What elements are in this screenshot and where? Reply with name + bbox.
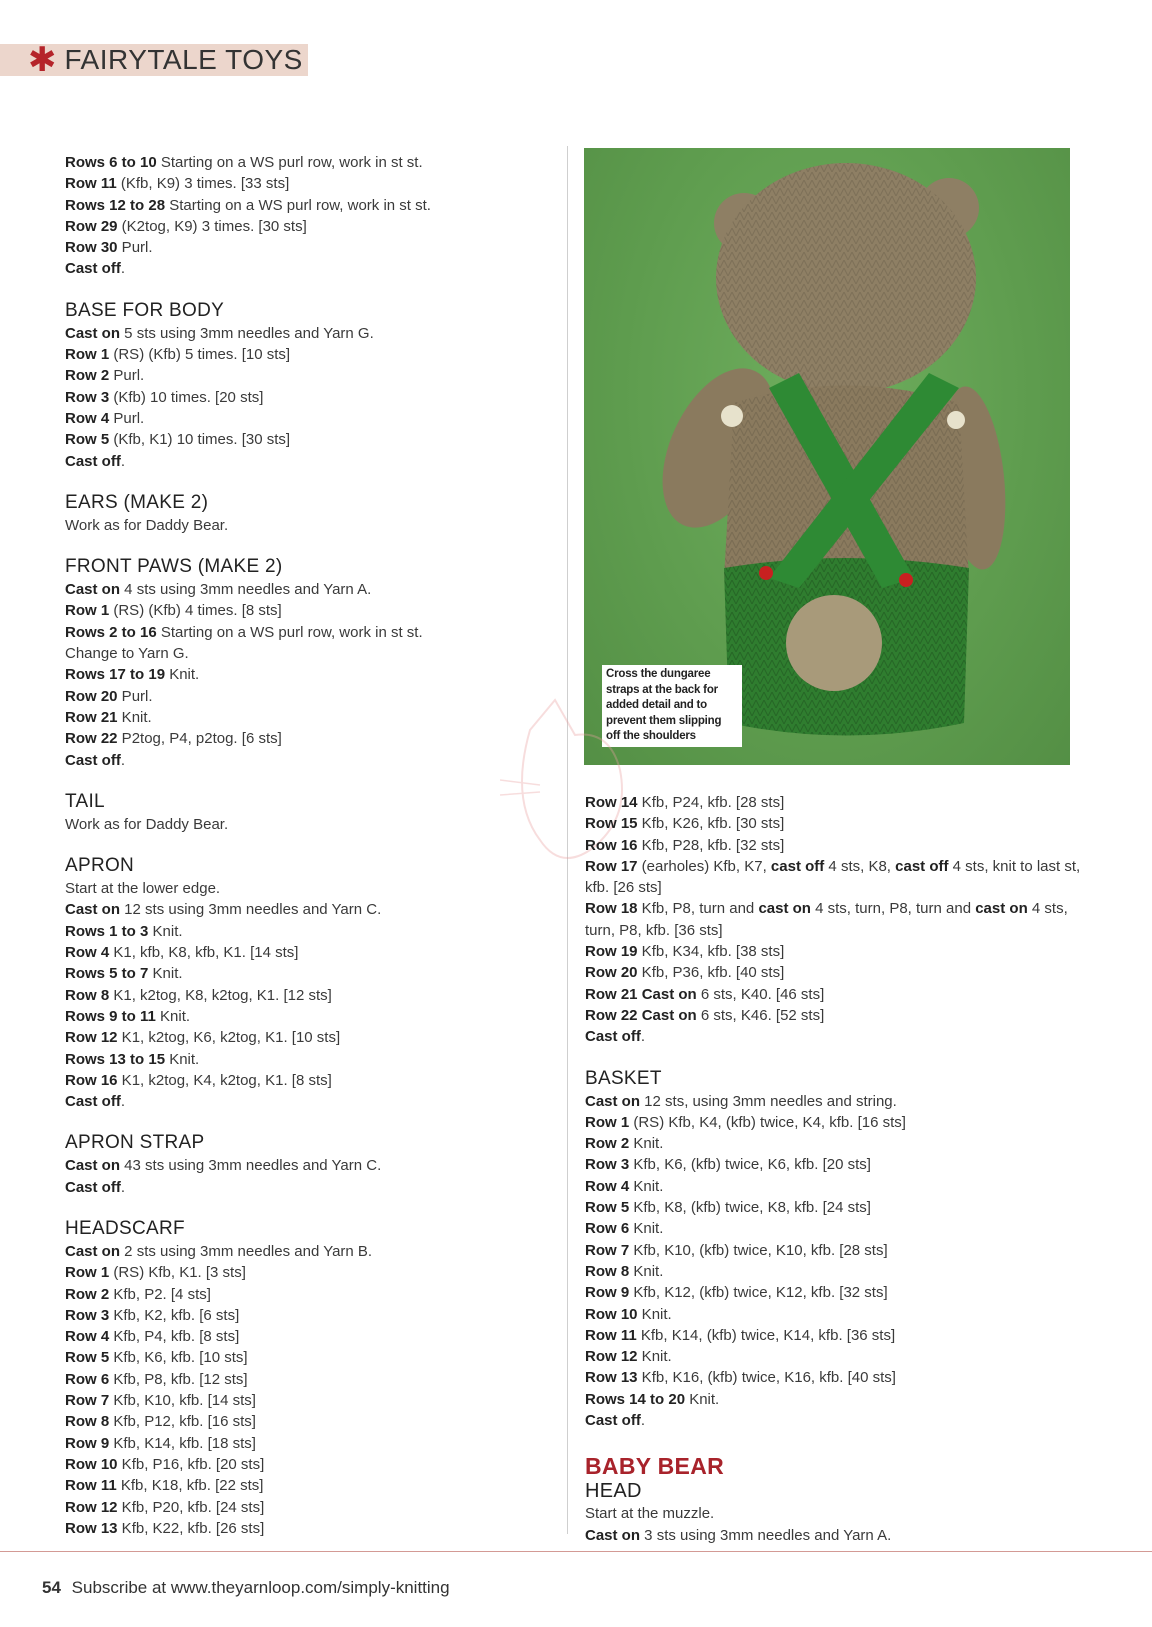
instruction-keyword: Row 14	[585, 794, 638, 811]
instruction-text: Kfb, P4, kfb. [8 sts]	[109, 1328, 240, 1346]
section-title: FAIRYTALE TOYS	[64, 44, 303, 75]
instruction-keyword: Cast off	[65, 1178, 121, 1196]
left-column	[65, 152, 535, 1539]
instruction-text: Knit.	[629, 1135, 664, 1153]
instruction-line	[585, 1091, 1085, 1112]
instruction-text: 6 sts, K46. [52 sts]	[696, 1006, 825, 1024]
instruction-text: Knit.	[629, 1262, 664, 1280]
instruction-text: Kfb, K8, (kfb) twice, K8, kfb. [24 sts]	[629, 1199, 871, 1217]
instruction-text: Knit.	[629, 1220, 664, 1238]
instruction-keyword: Row 20	[65, 687, 118, 705]
instruction-line	[585, 813, 1085, 834]
instruction-text: Knit.	[148, 922, 183, 940]
instruction-keyword: Row 8	[65, 1413, 110, 1431]
instruction-line	[585, 941, 1085, 962]
instruction-line	[65, 1326, 535, 1347]
instruction-text: (Kfb) 10 times. [20 sts]	[109, 388, 264, 406]
instruction-line	[65, 237, 535, 258]
instruction-keyword: Row 12	[65, 1029, 118, 1047]
instruction-text: (Kfb, K1) 10 times. [30 sts]	[109, 431, 291, 449]
instruction-line	[585, 1240, 1085, 1261]
instruction-text: Starting on a WS purl row, work in st st.	[156, 623, 423, 641]
instruction-line	[585, 1112, 1085, 1133]
instruction-text: Kfb, K10, kfb. [14 sts]	[109, 1392, 256, 1410]
instruction-line	[65, 942, 535, 963]
instruction-text: 6 sts, K40. [46 sts]	[696, 985, 825, 1003]
instruction-text: Start at the lower edge.	[65, 880, 221, 898]
instruction-keyword: Cast on	[641, 985, 697, 1003]
pompom-tail	[786, 595, 882, 691]
instruction-text: Knit.	[148, 965, 183, 983]
section-heading: EARS (MAKE 2)	[65, 491, 209, 513]
section-heading: BASKET	[585, 1067, 662, 1089]
instruction-text: Kfb, K18, kfb. [22 sts]	[116, 1477, 264, 1495]
section-heading: HEADSCARF	[65, 1217, 185, 1239]
instruction-keyword: Row 8	[585, 1262, 630, 1280]
instruction-line	[65, 365, 535, 386]
instruction-keyword: Cast on	[585, 1092, 641, 1110]
instruction-keyword: Rows 2 to 16	[65, 623, 157, 641]
instruction-keyword: Row 1	[65, 346, 110, 364]
instruction-line	[585, 1133, 1085, 1154]
instruction-keyword: Row 2	[65, 367, 110, 385]
instruction-keyword: Row 7	[65, 1392, 110, 1410]
instruction-keyword: Row 29	[65, 217, 118, 235]
photo-caption: Cross the dungaree straps at the back for added detail and to prevent them slipping off the shoulders	[602, 665, 742, 747]
instruction-keyword: Rows 13 to 15	[65, 1050, 166, 1068]
instruction-text: (RS) (Kfb) 4 times. [8 sts]	[109, 602, 282, 620]
pattern-section	[65, 854, 535, 1112]
left-button	[721, 405, 743, 427]
instruction-text: .	[120, 260, 126, 278]
instruction-line	[585, 1026, 1085, 1047]
instruction-text: .	[120, 751, 126, 769]
instruction-text: Kfb, K22, kfb. [26 sts]	[117, 1519, 265, 1537]
instruction-keyword: Cast on	[65, 581, 121, 599]
instruction-line	[65, 686, 535, 707]
instruction-line	[65, 728, 535, 749]
instruction-line	[65, 1262, 535, 1283]
instruction-line	[65, 622, 535, 643]
instruction-text: Kfb, P8, turn and	[637, 900, 759, 918]
instruction-keyword: Row 21	[585, 985, 638, 1003]
instruction-text: Purl.	[109, 409, 145, 427]
instruction-text: 4 sts, knit to last st, kfb. [26 sts]	[585, 857, 1081, 897]
instruction-line	[65, 1241, 535, 1262]
instruction-keyword: Row 3	[65, 388, 110, 406]
instruction-line	[65, 600, 535, 621]
instruction-text: 12 sts using 3mm needles and Yarn C.	[120, 901, 382, 919]
instruction-text: Start at the muzzle.	[585, 1505, 715, 1523]
instruction-line	[585, 1154, 1085, 1175]
instruction-line	[65, 1305, 535, 1326]
instruction-line	[65, 878, 535, 899]
instruction-line	[65, 664, 535, 685]
instruction-text: Kfb, P28, kfb. [32 sts]	[637, 836, 785, 854]
instruction-line	[585, 984, 1085, 1005]
instruction-keyword: Cast off	[585, 1028, 641, 1046]
instruction-text: 2 sts using 3mm needles and Yarn B.	[120, 1242, 373, 1260]
instruction-text: Kfb, K34, kfb. [38 sts]	[637, 943, 785, 961]
instruction-text: 12 sts, using 3mm needles and string.	[640, 1092, 897, 1110]
instruction-line	[65, 1049, 535, 1070]
instruction-line	[65, 344, 535, 365]
instruction-line	[585, 1325, 1085, 1346]
pattern-section	[65, 555, 535, 771]
instruction-text: Kfb, P24, kfb. [28 sts]	[637, 794, 785, 811]
red-button-right	[899, 573, 913, 587]
instruction-text: Kfb, P36, kfb. [40 sts]	[637, 964, 785, 982]
instruction-keyword: Row 1	[65, 1264, 110, 1282]
instruction-keyword: Row 5	[585, 1199, 630, 1217]
instruction-line	[65, 1006, 535, 1027]
instruction-text: Kfb, P20, kfb. [24 sts]	[117, 1498, 265, 1516]
instruction-line	[65, 579, 535, 600]
instruction-text: (earholes) Kfb, K7,	[637, 857, 771, 875]
instruction-keyword: Cast off	[585, 1412, 641, 1430]
instruction-text: Knit.	[117, 708, 152, 726]
instruction-keyword: Row 13	[65, 1519, 118, 1537]
instruction-line	[65, 707, 535, 728]
instruction-line	[585, 1304, 1085, 1325]
instruction-text: Purl.	[117, 687, 153, 705]
instruction-line	[585, 1389, 1085, 1410]
page-number: 54	[42, 1578, 61, 1597]
instruction-line	[65, 323, 535, 344]
instruction-text: K1, k2tog, K8, k2tog, K1. [12 sts]	[109, 986, 332, 1004]
instruction-line	[585, 1176, 1085, 1197]
pattern-section	[65, 1217, 535, 1539]
instruction-line	[585, 1282, 1085, 1303]
instruction-keyword: Cast off	[65, 452, 121, 470]
section-heading: APRON STRAP	[65, 1132, 205, 1154]
instruction-keyword: Cast off	[65, 751, 121, 769]
instruction-keyword: Row 16	[585, 836, 638, 854]
instruction-text: Kfb, K6, kfb. [10 sts]	[109, 1349, 248, 1367]
instruction-keyword: Cast off	[65, 1093, 121, 1111]
instruction-line	[65, 1027, 535, 1048]
instruction-keyword: cast off	[770, 857, 825, 875]
instruction-text: 4 sts, K8,	[824, 857, 896, 875]
pattern-section	[65, 1131, 535, 1198]
footer	[42, 1578, 450, 1598]
instruction-text: Purl.	[109, 367, 145, 385]
instruction-line	[585, 1410, 1085, 1431]
red-button-left	[759, 566, 773, 580]
instruction-line	[65, 750, 535, 771]
instruction-keyword: Row 2	[585, 1135, 630, 1153]
instruction-text: Knit.	[165, 666, 200, 684]
instruction-text: Knit.	[637, 1348, 672, 1366]
instruction-text: Kfb, K14, kfb. [18 sts]	[109, 1434, 256, 1452]
instruction-line	[585, 1197, 1085, 1218]
instruction-line	[65, 515, 535, 536]
instruction-text: 4 sts, turn, P8, kfb. [36 sts]	[585, 900, 1068, 939]
instruction-line	[65, 643, 535, 664]
instruction-text: Knit.	[165, 1050, 200, 1068]
instruction-keyword: Cast on	[65, 1242, 121, 1260]
pattern-section	[65, 491, 535, 536]
instruction-text: Change to Yarn G.	[65, 645, 189, 663]
instruction-line	[65, 173, 535, 194]
instruction-line	[65, 408, 535, 429]
instruction-keyword: Row 22	[65, 730, 118, 748]
instruction-line	[65, 195, 535, 216]
instruction-line	[585, 1218, 1085, 1239]
instruction-line	[65, 216, 535, 237]
instruction-keyword: Rows 6 to 10	[65, 154, 157, 171]
instruction-text: Knit.	[629, 1177, 664, 1195]
instruction-line	[65, 1518, 535, 1539]
right-button	[947, 411, 965, 429]
instruction-keyword: Row 4	[65, 1328, 110, 1346]
instruction-line	[65, 451, 535, 472]
instruction-line	[65, 921, 535, 942]
section-heading: APRON	[65, 855, 135, 877]
instruction-line	[585, 1525, 1085, 1546]
instruction-line	[65, 429, 535, 450]
instruction-text: (Kfb, K9) 3 times. [33 sts]	[116, 175, 290, 193]
instruction-text: .	[120, 452, 126, 470]
instruction-text: 5 sts using 3mm needles and Yarn G.	[120, 324, 374, 342]
instruction-line	[65, 1497, 535, 1518]
pattern-section	[65, 299, 535, 472]
instruction-line	[65, 1347, 535, 1368]
instruction-keyword: Cast on	[65, 1157, 121, 1175]
instruction-line	[65, 814, 535, 835]
instruction-text: .	[640, 1028, 646, 1046]
instruction-text: Kfb, P16, kfb. [20 sts]	[117, 1455, 265, 1473]
instruction-keyword: Row 9	[585, 1284, 630, 1302]
instruction-text: (RS) Kfb, K4, (kfb) twice, K4, kfb. [16 sts]	[629, 1113, 906, 1131]
instruction-line	[65, 1433, 535, 1454]
instruction-line	[65, 387, 535, 408]
instruction-keyword: Row 21	[65, 708, 118, 726]
instruction-keyword: Rows 5 to 7	[65, 965, 149, 983]
instruction-keyword: Row 12	[585, 1348, 638, 1366]
instruction-text: Work as for Daddy Bear.	[65, 815, 229, 833]
section-heading: BASE FOR BODY	[65, 299, 225, 321]
instruction-text: 3 sts using 3mm needles and Yarn A.	[640, 1526, 892, 1544]
instruction-keyword: Row 30	[65, 239, 118, 257]
instruction-text: Knit.	[155, 1007, 191, 1025]
instruction-text: Kfb, K10, (kfb) twice, K10, kfb. [28 sts]	[629, 1241, 888, 1259]
instruction-text: K1, k2tog, K4, k2tog, K1. [8 sts]	[117, 1071, 332, 1089]
instruction-keyword: Row 8	[65, 986, 110, 1004]
instruction-text: .	[640, 1412, 646, 1430]
instruction-text: (RS) Kfb, K1. [3 sts]	[109, 1264, 246, 1282]
instruction-line	[65, 1284, 535, 1305]
instruction-line	[65, 963, 535, 984]
instruction-keyword: Row 7	[585, 1241, 630, 1259]
instruction-text: Work as for Daddy Bear.	[65, 516, 229, 534]
instruction-keyword: cast on	[975, 900, 1028, 918]
instruction-text: 4 sts using 3mm needles and Yarn A.	[120, 581, 372, 599]
instruction-line	[65, 1177, 535, 1198]
instruction-keyword: Row 9	[65, 1434, 110, 1452]
instruction-text: Kfb, K16, (kfb) twice, K16, kfb. [40 sts]	[637, 1369, 896, 1387]
instruction-line	[585, 898, 1085, 941]
instruction-keyword: Cast on	[641, 1006, 697, 1024]
instruction-keyword: Row 22	[585, 1006, 638, 1024]
instruction-text: Knit.	[685, 1390, 720, 1408]
section-heading: HEAD	[585, 1480, 642, 1503]
instruction-keyword: Rows 14 to 20	[585, 1390, 686, 1408]
instruction-keyword: Rows 17 to 19	[65, 666, 166, 684]
instruction-keyword: Rows 1 to 3	[65, 922, 149, 940]
instruction-keyword: Row 5	[65, 1349, 110, 1367]
instruction-line	[65, 258, 535, 279]
baby-bear-section	[585, 1453, 1085, 1546]
instruction-text: (RS) (Kfb) 5 times. [10 sts]	[109, 346, 291, 364]
instruction-keyword: Row 11	[585, 1326, 637, 1344]
instruction-text: Starting on a WS purl row, work in st st.	[156, 154, 423, 171]
pattern-section	[65, 152, 535, 280]
instruction-keyword: Row 2	[65, 1285, 110, 1303]
instruction-keyword: Row 20	[585, 964, 638, 982]
instruction-text: K1, kfb, K8, kfb, K1. [14 sts]	[109, 944, 299, 962]
instruction-text: P2tog, P4, p2tog. [6 sts]	[117, 730, 282, 748]
section-heading: TAIL	[65, 790, 105, 812]
instruction-line	[65, 1155, 535, 1176]
instruction-keyword: Row 10	[585, 1305, 638, 1323]
instruction-keyword: Row 13	[585, 1369, 638, 1387]
instruction-line	[585, 962, 1085, 983]
instruction-keyword: Row 15	[585, 815, 638, 833]
instruction-line	[65, 1091, 535, 1112]
instruction-keyword: Row 5	[65, 431, 110, 449]
instruction-line	[585, 1346, 1085, 1367]
instruction-keyword: Row 1	[65, 602, 110, 620]
instruction-line	[65, 1070, 535, 1091]
instruction-keyword: Cast on	[65, 901, 121, 919]
instruction-text: Knit.	[637, 1305, 672, 1323]
pattern-section	[65, 790, 535, 835]
instruction-keyword: cast on	[758, 900, 811, 918]
instruction-line	[585, 835, 1085, 856]
instruction-line	[65, 899, 535, 920]
instruction-keyword: Row 18	[585, 900, 638, 918]
instruction-keyword: Cast off	[65, 260, 121, 278]
instruction-keyword: Row 6	[65, 1370, 110, 1388]
section-header	[0, 40, 308, 80]
instruction-line	[585, 856, 1085, 899]
instruction-keyword: Row 4	[65, 944, 110, 962]
instruction-line	[585, 1261, 1085, 1282]
instruction-keyword: Row 3	[65, 1306, 110, 1324]
instruction-text: K1, k2tog, K6, k2tog, K1. [10 sts]	[117, 1029, 341, 1047]
instruction-keyword: Cast on	[65, 324, 121, 342]
instruction-line	[65, 1369, 535, 1390]
instruction-text: Starting on a WS purl row, work in st st.	[165, 196, 431, 214]
instruction-keyword: Rows 12 to 28	[65, 196, 166, 214]
right-column	[585, 792, 1085, 1546]
pattern-section	[585, 792, 1085, 1048]
footer-rule	[0, 1551, 1152, 1552]
instruction-line	[585, 1367, 1085, 1388]
footer-link[interactable]: Subscribe at www.theyarnloop.com/simply-knitting	[71, 1578, 450, 1597]
instruction-text: 43 sts using 3mm needles and Yarn C.	[120, 1157, 382, 1175]
instruction-text: (K2tog, K9) 3 times. [30 sts]	[117, 217, 307, 235]
instruction-text: Kfb, K14, (kfb) twice, K14, kfb. [36 sts]	[636, 1326, 896, 1344]
instruction-text: .	[120, 1178, 126, 1196]
instruction-keyword: Row 10	[65, 1455, 118, 1473]
instruction-keyword: Row 3	[585, 1156, 630, 1174]
instruction-line	[585, 792, 1085, 813]
instruction-keyword: Row 6	[585, 1220, 630, 1238]
instruction-text: Kfb, K6, (kfb) twice, K6, kfb. [20 sts]	[629, 1156, 871, 1174]
instruction-keyword: Row 4	[585, 1177, 630, 1195]
instruction-keyword: Row 1	[585, 1113, 630, 1131]
pattern-section	[585, 1067, 1085, 1432]
instruction-line	[65, 1475, 535, 1496]
instruction-text: 4 sts, turn, P8, turn and	[810, 900, 976, 918]
instruction-keyword: cast off	[895, 857, 949, 875]
instruction-text: Kfb, P12, kfb. [16 sts]	[109, 1413, 256, 1431]
instruction-keyword: Row 19	[585, 943, 638, 961]
instruction-keyword: Row 12	[65, 1498, 118, 1516]
instruction-keyword: Row 11	[65, 1477, 117, 1495]
instruction-line	[65, 1390, 535, 1411]
instruction-line	[65, 985, 535, 1006]
instruction-keyword: Row 4	[65, 409, 110, 427]
instruction-text: Kfb, K12, (kfb) twice, K12, kfb. [32 sts]	[629, 1284, 888, 1302]
instruction-line	[65, 1411, 535, 1432]
instruction-keyword: Row 17	[585, 857, 638, 875]
baby-bear-title: BABY BEAR	[585, 1453, 725, 1480]
instruction-keyword: Row 11	[65, 175, 117, 193]
instruction-text: Kfb, K2, kfb. [6 sts]	[109, 1306, 240, 1324]
asterisk-icon: ✱	[28, 40, 57, 80]
instruction-text: Purl.	[117, 239, 153, 257]
section-heading: FRONT PAWS (MAKE 2)	[65, 556, 283, 578]
instruction-line	[65, 152, 535, 173]
instruction-keyword: Rows 9 to 11	[65, 1007, 156, 1025]
instruction-line	[585, 1005, 1085, 1026]
instruction-text: .	[120, 1093, 126, 1111]
instruction-keyword: Cast on	[585, 1526, 641, 1544]
instruction-text: Kfb, P8, kfb. [12 sts]	[109, 1370, 248, 1388]
instruction-keyword: Row 16	[65, 1071, 118, 1089]
instruction-text: Kfb, K26, kfb. [30 sts]	[637, 815, 785, 833]
instruction-line	[65, 1454, 535, 1475]
instruction-line	[585, 1503, 1085, 1524]
instruction-text: Kfb, P2. [4 sts]	[109, 1285, 211, 1303]
